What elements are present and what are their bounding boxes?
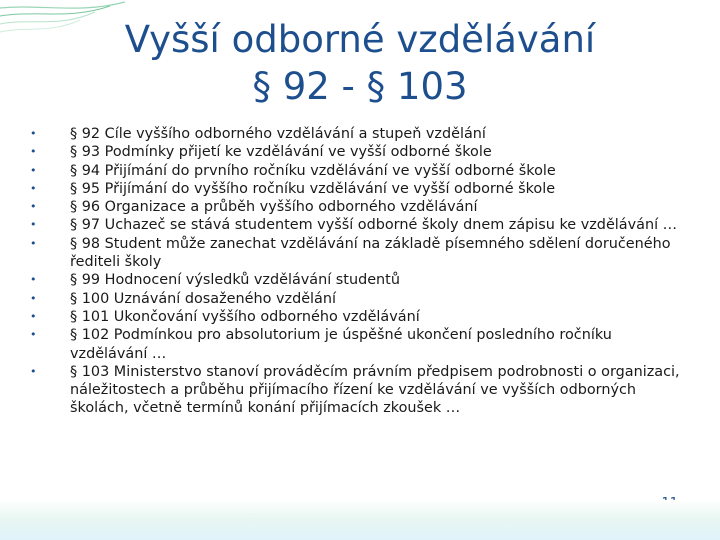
bullet-icon: • (30, 309, 37, 323)
list-item-text: § 97 Uchazeč se stává studentem vyšší odborné školy dnem zápisu ke vzdělávání … (70, 217, 678, 234)
list-item (30, 290, 690, 308)
bullet-icon: • (30, 328, 37, 342)
slide-title (60, 16, 660, 110)
bullet-icon: • (30, 200, 37, 214)
list-item (30, 143, 690, 161)
title-line-2: § 92 - § 103 (252, 65, 468, 108)
title-line-1: Vyšší odborné vzdělávání (124, 18, 596, 61)
list-item-text: § 102 Podmínkou pro absolutorium je úspěšné ukončení posledního ročníku vzdělávání … (70, 327, 612, 362)
list-item (30, 308, 690, 326)
list-item (30, 198, 690, 216)
list-item (30, 235, 690, 272)
list-item (30, 216, 690, 234)
list-item-text: § 103 Ministerstvo stanoví prováděcím právním předpisem podrobnosti o organizaci, náležitostech a průběhu přijímacího řízení ke vzdělávání ve vyšších odborných školách, včetně termínů konání přijímacích zkoušek … (70, 363, 680, 417)
bullet-icon: • (30, 273, 37, 287)
bullet-icon: • (30, 291, 37, 305)
bullet-icon: • (30, 218, 37, 232)
list-item-text: § 100 Uznávání dosaženého vzdělání (70, 290, 336, 307)
list-item (30, 271, 690, 289)
list-item-text: § 98 Student může zanechat vzdělávání na základě písemného sdělení doručeného řediteli školy (70, 235, 671, 271)
bullet-icon: • (30, 236, 37, 250)
list-item-text: § 99 Hodnocení výsledků vzdělávání studentů (70, 272, 400, 289)
list-item (30, 363, 690, 418)
bullet-icon: • (30, 145, 37, 159)
list-item (30, 125, 690, 143)
list-item (30, 180, 690, 198)
list-item-text: § 93 Podmínky přijetí ke vzdělávání ve vyšší odborné škole (70, 144, 492, 161)
section-list (30, 125, 690, 418)
list-item-text: § 92 Cíle vyššího odborného vzdělávání a stupeň vzdělání (70, 126, 486, 142)
bullet-icon: • (30, 127, 37, 140)
bottom-decoration (0, 500, 720, 540)
list-item-text: § 101 Ukončování vyššího odborného vzdělávání (70, 308, 420, 325)
bullet-icon: • (30, 364, 37, 378)
list-item-text: § 95 Přijímání do vyššího ročníku vzdělávání ve vyšší odborné škole (70, 180, 556, 197)
list-item (30, 326, 690, 363)
bullet-icon: • (30, 163, 37, 177)
list-item (30, 162, 690, 180)
list-item-text: § 94 Přijímání do prvního ročníku vzdělávání ve vyšší odborné škole (70, 162, 556, 179)
bullet-icon: • (30, 181, 37, 195)
list-item-text: § 96 Organizace a průběh vyššího odborného vzdělávání (70, 199, 478, 216)
